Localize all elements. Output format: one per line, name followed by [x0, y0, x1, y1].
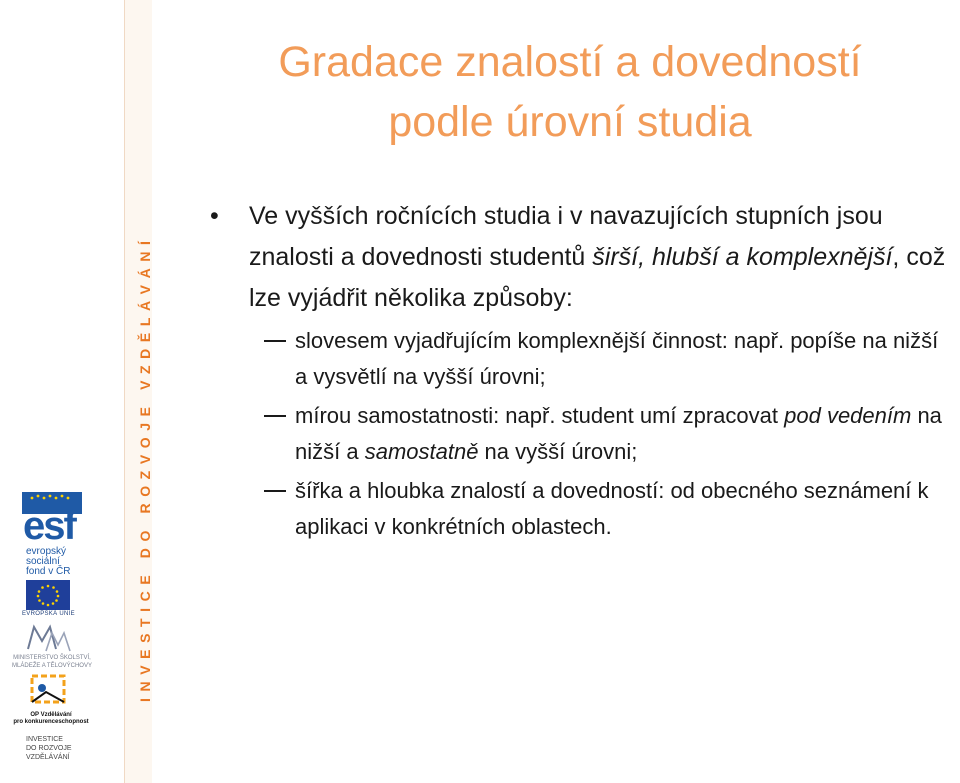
esf-caption-line: sociální	[26, 556, 60, 567]
slide-content	[206, 196, 950, 545]
sub-bullet-italic-1: pod vedením	[784, 403, 912, 428]
op-logo-icon	[26, 670, 74, 710]
op-label	[6, 712, 96, 726]
esf-wordmark: esf	[23, 504, 75, 548]
invest-label-line: INVESTICE	[26, 736, 63, 743]
slide-title	[190, 32, 950, 152]
invest-label-line: VZDĚLÁVÁNÍ	[26, 754, 70, 761]
dash-icon	[264, 490, 286, 492]
sub-bullet-text: šířka a hloubka znalostí a dovedností: od obecného seznámení k aplikaci v konkrétních oblastech.	[295, 478, 929, 539]
eu-flag-icon	[26, 580, 70, 610]
main-bullet-italic: širší, hlubší a komplexnější	[592, 243, 893, 271]
main-bullet	[206, 196, 950, 319]
slide-title-line1: Gradace znalostí a dovedností	[278, 38, 862, 86]
sub-bullet-text-c: na vyšší úrovni;	[478, 439, 638, 464]
esf-caption	[26, 547, 96, 577]
sub-bullet-list	[206, 323, 950, 545]
msmt-logo-icon	[24, 621, 74, 655]
slide-title-line2: podle úrovní studia	[388, 98, 752, 146]
dash-icon	[264, 415, 286, 417]
esf-caption-line: evropský	[26, 546, 67, 557]
logo-column	[0, 0, 124, 783]
sub-bullet-item	[206, 398, 950, 470]
op-label-line: pro konkurenceschopnost	[13, 719, 89, 725]
msmt-label-line: MINISTERSTVO ŠKOLSTVÍ,	[13, 655, 91, 661]
esf-caption-line: fond v ČR	[26, 566, 71, 577]
esf-logo	[22, 492, 92, 582]
sub-bullet-text-a: mírou samostatnosti: např. student umí zpracovat	[295, 403, 785, 428]
invest-label-line: DO ROZVOJE	[26, 745, 72, 752]
sub-bullet-item	[206, 473, 950, 545]
eu-label: EVROPSKÁ UNIE	[22, 611, 75, 617]
bullet-dot-icon: •	[210, 202, 219, 230]
invest-label	[26, 735, 106, 762]
sub-bullet-text-b: na nižší a	[295, 403, 942, 464]
vertical-banner-text: INVESTICE DO ROZVOJE VZDĚLÁVÁNÍ	[137, 234, 153, 702]
op-label-line: OP Vzdělávání	[30, 712, 72, 718]
main-bullet-text-part2: , což lze vyjádřit několika způsoby:	[249, 243, 946, 312]
sub-bullet-text: slovesem vyjadřujícím komplexnější činnost: např. popíše na nižší a vysvětlí na vyšší úrovni;	[295, 328, 939, 389]
main-bullet-text-part1: Ve vyšších ročnících studia i v navazujících stupních jsou znalosti a dovednosti studentů	[249, 202, 883, 271]
msmt-label-line: MLÁDEŽE A TĚLOVÝCHOVY	[12, 663, 92, 669]
dash-icon	[264, 340, 286, 342]
sub-bullet-italic-2: samostatně	[364, 439, 479, 464]
msmt-label	[2, 654, 102, 670]
sub-bullet-item	[206, 323, 950, 395]
